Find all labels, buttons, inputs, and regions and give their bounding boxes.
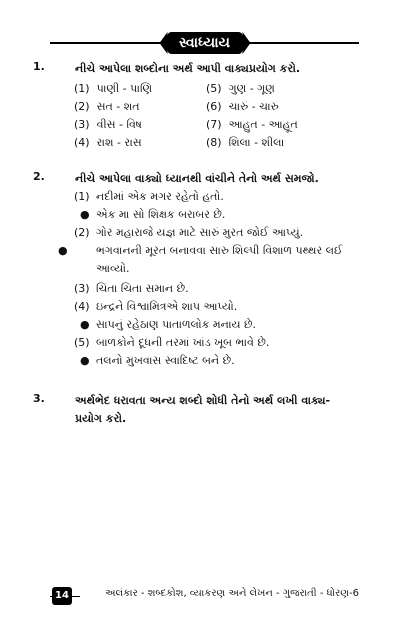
line-label: (4) [74,300,90,313]
pair-text: રાશ - રાસ [96,136,142,149]
sentence-line [74,298,357,316]
word-pair [206,136,284,150]
line-label: (5) [74,336,90,349]
word-pair [74,118,142,132]
question-number: 1. [33,60,45,73]
page-number: 14 [52,587,72,605]
sentence-line [74,334,357,352]
word-pair [206,100,279,114]
line-text: સાપનું રહેઠાણ પાતાળલોક મનાય છે. [96,318,257,331]
line-text: એક મા સો શિક્ષક બરાબર છે. [96,208,226,221]
section-title: સ્વાધ્યાય [167,32,242,54]
sentence-line [74,352,357,370]
pair-label: (7) [206,118,222,131]
word-pair [206,118,298,132]
pair-label: (1) [74,82,90,95]
pair-text: ગુણ - ગૂણ [228,82,275,95]
pair-label: (3) [74,118,90,131]
sentence-line [74,188,357,206]
pair-text: આહુત - આહૂત [228,118,298,131]
question-text: નીચે આપેલા વાક્યો ધ્યાનથી વાંચીને તેનો અર્થ સમજો. [75,172,319,185]
line-label: (2) [74,226,90,239]
pair-text: શિલા - શીલા [228,136,285,149]
pair-label: (6) [206,100,222,113]
line-text: બાળકોને દૂધની તરમાં ખાંડ ખૂબ ભાવે છે. [96,336,270,349]
word-pair [74,100,140,114]
title-banner [50,32,359,54]
pair-text: વીસ - વિષ [96,118,142,131]
line-label: (1) [74,190,90,203]
question-text: નીચે આપેલા શબ્દોના અર્થ આપી વાક્યપ્રયોગ કરો. [75,62,301,75]
bullet-icon: ● [58,244,68,257]
line-text: નદીમાં એક મગર રહેતો હતો. [96,190,224,203]
line-label: (3) [74,282,90,295]
bullet-icon: ● [80,318,90,331]
pair-text: સત - શત [96,100,140,113]
pair-text: ચારું - ચારુ [228,100,279,113]
sentence-line [74,316,357,334]
footer-text: અલંકાર - શબ્દકોશ, વ્યાકરણ અને લેખન - ગુજરાતી - ધોરણ-6 [80,588,359,599]
line-text: ઇન્દ્રને વિશ્વામિત્રએ શાપ આપ્યો. [96,300,238,313]
pair-label: (4) [74,136,90,149]
sentence-line [74,224,357,242]
sentence-line [58,242,357,278]
bullet-icon: ● [80,208,90,221]
pair-text: પાણી - પાણિ [96,82,153,95]
sentence-line [74,206,357,224]
pair-label: (2) [74,100,90,113]
bullet-icon: ● [80,354,90,367]
sentence-line [74,280,357,298]
question-number: 2. [33,170,45,183]
question-text: અર્થભેદ ધરાવતા અન્ય શબ્દો શોધી તેનો અર્થ લખી વાક્ય-પ્રયોગ કરો. [75,394,331,425]
line-text: ભગવાનની મૂરત બનાવવા સારુ શિલ્પી વિશાળ પથ્થર લઈ આવ્યો. [96,244,343,275]
pair-label: (5) [206,82,222,95]
word-pair [206,82,275,96]
line-text: ચિંતા ચિતા સમાન છે. [96,282,189,295]
pair-label: (8) [206,136,222,149]
line-text: ગોર મહારાજે યજ્ઞ માટે સારું મુરત જોઈ આપ્યું. [96,226,304,239]
word-pair [74,136,142,150]
word-pair [74,82,152,96]
question-number: 3. [33,392,45,405]
line-text: તલનો મુખવાસ સ્વાદિષ્ટ બને છે. [96,354,235,367]
